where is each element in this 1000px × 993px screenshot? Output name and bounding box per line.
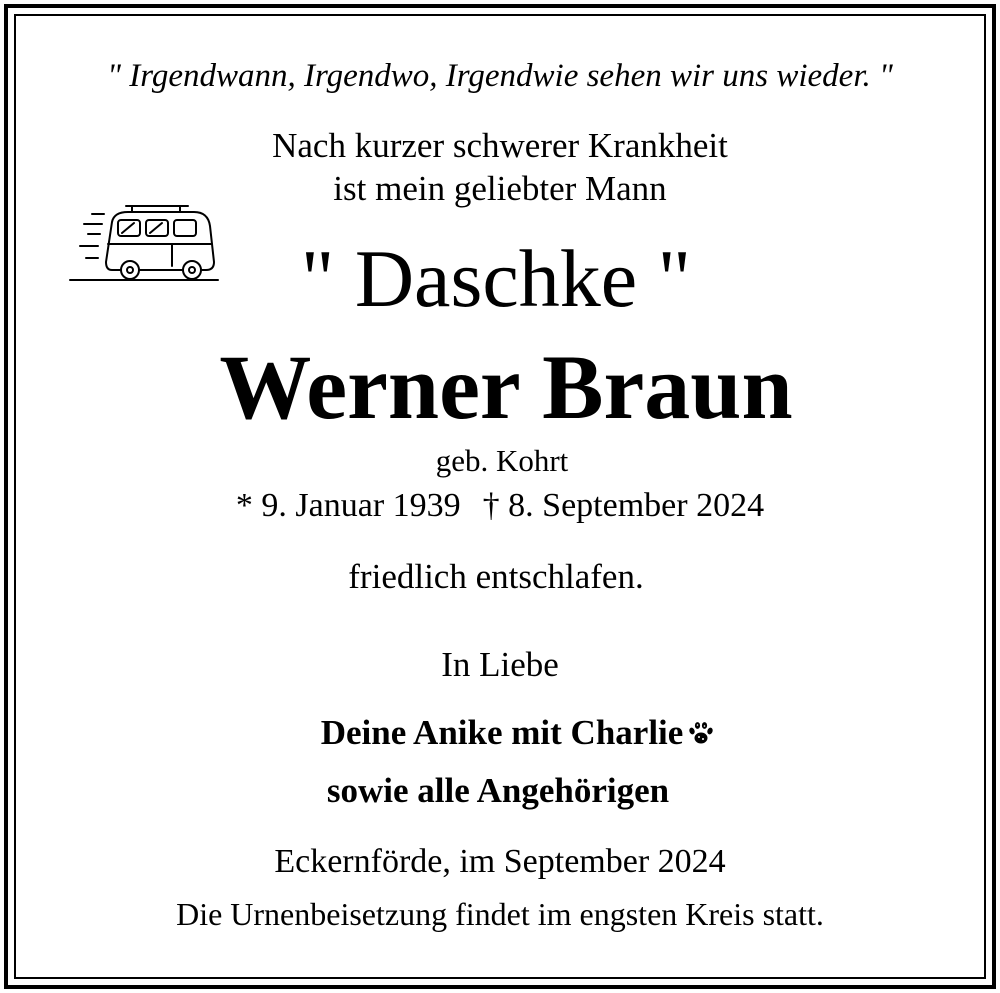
paw-print-icon bbox=[687, 719, 715, 747]
memorial-quote: " Irgendwann, Irgendwo, Irgendwie sehen wir uns wieder. " bbox=[107, 58, 893, 94]
intro-line-2: ist mein geliebter Mann bbox=[333, 169, 667, 208]
intro-line-1: Nach kurzer schwerer Krankheit bbox=[272, 126, 728, 165]
place-date: Eckernförde, im September 2024 bbox=[274, 843, 726, 880]
death-date: † 8. September 2024 bbox=[482, 487, 765, 524]
signer-name: Deine Anike mit Charlie bbox=[320, 713, 684, 752]
birth-date: * 9. Januar 1939 bbox=[235, 487, 461, 524]
birth-name: geb. Kohrt bbox=[435, 443, 569, 478]
passed-text: friedlich entschlafen. bbox=[348, 557, 644, 596]
closing-text: In Liebe bbox=[441, 645, 559, 684]
burial-note: Die Urnenbeisetzung findet im engsten Kreis statt. bbox=[176, 896, 824, 932]
life-dates bbox=[0, 487, 1000, 525]
signer-line-1 bbox=[18, 713, 1000, 753]
nickname: " Daschke " bbox=[300, 233, 692, 324]
signer-line-2: sowie alle Angehörigen bbox=[326, 771, 670, 810]
deceased-name: Werner Braun bbox=[219, 336, 793, 438]
